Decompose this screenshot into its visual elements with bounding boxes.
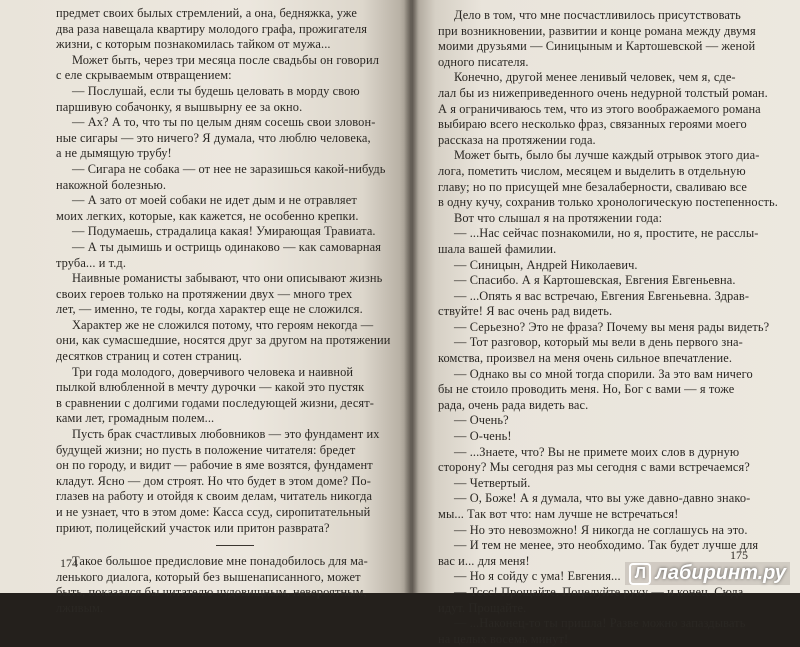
text-line: идут. Прощайте.	[438, 600, 527, 615]
right-page-text	[438, 8, 779, 647]
text-line: — ...Нас сейчас познакомили, но я, простите, не расслы-	[454, 226, 759, 241]
text-line: — ...Опять я вас встречаю, Евгения Евгеньевна. Здрав-	[454, 288, 750, 303]
text-line: лет, — именно, те годы, когда характер еще не сложился.	[56, 302, 363, 317]
text-line: десятков страниц и сотен страниц.	[56, 349, 242, 364]
text-line: — А ты дымишь и острищь одинаково — как самоварная	[72, 239, 382, 254]
text-line: Наивные романисты забывают, что они описывают жизнь	[72, 271, 383, 286]
text-line: предмет своих былых стремлений, а она, бедняжка, уже	[56, 6, 357, 20]
text-line: — Послушай, если ты будешь целовать в морду свою	[72, 83, 360, 98]
left-page-text	[56, 6, 401, 617]
text-line: а не дымящую трубу!	[56, 146, 172, 161]
text-line: — Тссс! Прощайте. Поцелуйте руку — и конец. Сюда	[454, 584, 744, 599]
right-page	[412, 0, 800, 646]
text-line: — Сигара не собака — от нее не заразишься какой-нибудь	[72, 161, 386, 176]
text-line: жизни, с которым познакомилась тайком от мужа...	[56, 37, 331, 52]
labirint-logo-icon: Л	[629, 563, 651, 585]
text-line: с еле скрываемым отвращением:	[56, 68, 232, 83]
left-page	[0, 0, 412, 615]
text-line: глазев на работу и отойдя к своим делам, читатель никогда	[56, 489, 373, 504]
text-line: лживым.	[56, 600, 104, 615]
text-line: накожной болезнью.	[56, 177, 167, 192]
text-line: рада, очень рада видеть вас.	[438, 397, 589, 412]
text-line: Характер же не сложился потому, что героям некогда —	[72, 317, 374, 332]
book-gutter-shadow	[404, 0, 418, 593]
text-line: Конечно, другой менее ленивый человек, чем я, сде-	[454, 70, 736, 85]
labirint-watermark	[625, 562, 790, 585]
text-line: — Подумаешь, страдалица какая! Умирающая Травиата.	[72, 224, 376, 239]
text-line: Такое большое предисловие мне понадобилось для ма-	[72, 554, 368, 569]
text-line: пылкой влюбленной в мечту дурочки — какой это пустяк	[56, 380, 365, 395]
text-line: — А зато от моей собаки не идет дым и не отравляет	[72, 193, 357, 208]
text-line: — Тот разговор, который мы вели в день первого зна-	[454, 335, 743, 350]
text-line: Три года молодого, доверчивого человека и наивной	[72, 364, 354, 379]
page-number-left: 174	[60, 556, 78, 570]
text-line: — Очень?	[454, 413, 509, 428]
text-line: в сравнении с долгими годами последующей жизни, десят-	[56, 395, 374, 410]
text-line: комства, произвел на меня очень сильное впечатление.	[438, 351, 733, 366]
text-line: Может быть, было бы лучше каждый отрывок этого диа-	[454, 148, 760, 163]
text-line: ленького диалога, который без вышенаписанного, может	[56, 569, 361, 584]
text-line: он по городу, и видит — рабочие в яме возятся, фундамент	[56, 458, 373, 473]
text-line: Вот что слышал я на протяжении года:	[454, 210, 663, 225]
text-line: труба... и т.д.	[56, 255, 127, 270]
text-line: лал бы из нижеприведенного очень недурной толстый роман.	[438, 85, 768, 100]
text-line: ствуйте! Я вас очень рад видеть.	[438, 304, 613, 319]
text-line: они, как сумасшедшие, носятся друг за другом на протяжении	[56, 333, 391, 348]
text-line: вас и... для меня!	[438, 553, 530, 568]
text-line: — ...Наконец-то ты пришла! Разве можно запаздывать	[454, 616, 746, 631]
text-line: моих легких, которые, как кажется, не особенно крепки.	[56, 208, 359, 223]
text-line: два раза навещала квартиру молодого графа, прожигателя	[56, 21, 368, 36]
text-line: одного писателя.	[438, 54, 529, 69]
page-number-right: 175	[730, 548, 748, 562]
text-line: — О, Боже! А я думала, что вы уже давно-давно знако-	[454, 491, 751, 506]
text-line: бы не стоило проводить меня. Но, Бог с вами — я тоже	[438, 382, 735, 397]
text-line: А я ограничиваюсь тем, что из этого воображаемого романа	[438, 101, 761, 116]
watermark-text: лабиринт.ру	[655, 562, 786, 584]
text-line: — Но это невозможно! Я никогда не соглашусь на это.	[454, 522, 748, 537]
text-line: — Серьезно? Это не фраза? Почему вы меня рады видеть?	[454, 319, 770, 334]
text-line: и не узнает, что в этом доме: Касса ссуд, сиропитательный	[56, 505, 371, 519]
text-line: кладут. Ясно — дом строят. Но что будет в этом доме? По-	[56, 473, 371, 488]
text-line: выбираю всего несколько фраз, связанных героями моего	[438, 117, 747, 132]
text-line: Может быть, через три месяца после свадьбы он говорил	[72, 52, 379, 67]
text-line: — И тем не менее, это необходимо. Так будет лучше для	[454, 538, 759, 553]
text-line: сторону? Мы сегодня раз мы сегодня с вами встречаемся?	[438, 460, 750, 475]
text-line: рассказа на протяжении года.	[438, 132, 596, 147]
text-line: в одну кучу, сохранив только хронологическую постепенность.	[438, 195, 779, 210]
text-line: моими друзьями — Синицыным и Картошевской — женой	[438, 39, 756, 54]
text-line: — О-чень!	[454, 429, 512, 444]
text-line: — Спасибо. А я Картошевская, Евгения Евгеньевна.	[454, 273, 736, 288]
text-line: Дело в том, что мне посчастливилось присутствовать	[454, 8, 741, 22]
text-line: — Ах? А то, что ты по целым дням сосешь свои зловон-	[72, 115, 376, 130]
text-line: приют, полицейский участок или притон разврата?	[56, 520, 330, 535]
text-line: ные сигары — это ничего? Я думала, что люблю человека,	[56, 130, 371, 145]
text-line: — Синицын, Андрей Николаевич.	[454, 257, 638, 272]
text-line: — Однако вы со мной тогда спорили. За это вам ничего	[454, 366, 753, 381]
text-line: — Но я сойду с ума! Евгения...	[454, 569, 621, 584]
text-line: при возникновении, развитии и конце романа между двумя	[438, 23, 756, 38]
text-line: быть, показался бы читателю чудовищным, невероятным,	[56, 585, 367, 600]
text-line: главу; но по присущей мне безалаберности, сваливаю все	[438, 179, 747, 194]
text-line: паршивую собачонку, я вышвырну ее за окно.	[56, 99, 303, 114]
section-divider	[216, 545, 254, 546]
text-line: будущей жизни; но пусть в положение читателя: бредет	[56, 442, 356, 457]
text-line: шала вашей фамилии.	[438, 241, 557, 256]
text-line: ками лет, громадным полем...	[56, 411, 215, 426]
text-line: на целых восемь минут!	[438, 631, 569, 646]
text-line: Пусть брак счастливых любовников — это фундамент их	[72, 427, 380, 442]
text-line: своих героев только на протяжении двух — много трех	[56, 286, 353, 301]
text-line: — ...Знаете, что? Вы не примете моих слов в дурную	[454, 444, 740, 459]
text-line: лога, пометить числом, месяцем и выделить в отдельную	[438, 163, 746, 178]
text-line: мы... Так вот что: нам лучше не встречаться!	[438, 507, 679, 521]
text-line: — Четвертый.	[454, 475, 531, 490]
